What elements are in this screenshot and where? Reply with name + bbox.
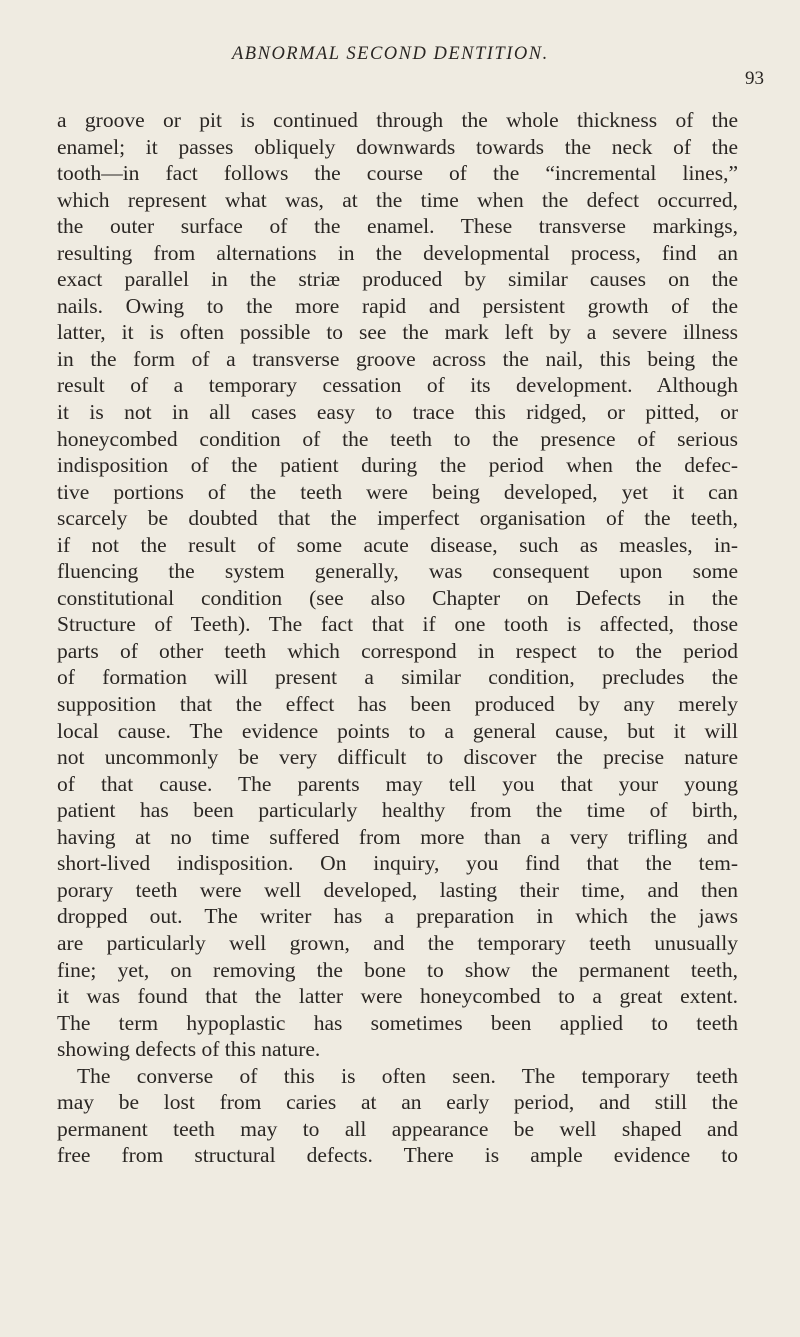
text-line: short-lived indisposition. On inquiry, you find that the tem-: [57, 851, 738, 876]
text-line: porary teeth were well developed, lasting their time, and then: [57, 877, 738, 902]
text-line: not uncommonly be very difficult to discover the precise nature: [57, 745, 738, 770]
text-line: The term hypoplastic has sometimes been applied to teeth: [57, 1010, 738, 1035]
text-line: enamel; it passes obliquely downwards towards the neck of the: [57, 134, 738, 159]
text-line: fine; yet, on removing the bone to show the permanent teeth,: [57, 957, 738, 982]
text-line: tooth—in fact follows the course of the “incremental lines,”: [57, 161, 738, 186]
text-line: may be lost from caries at an early period, and still the: [57, 1090, 738, 1115]
text-line: if not the result of some acute disease, such as measles, in-: [57, 532, 738, 557]
page-number: 93: [745, 68, 764, 89]
text-line: latter, it is often possible to see the mark left by a severe illness: [57, 320, 738, 345]
text-line: scarcely be doubted that the imperfect organisation of the teeth,: [57, 506, 738, 531]
text-line: fluencing the system generally, was consequent upon some: [57, 559, 738, 584]
running-header: ABNORMAL SECOND DENTITION.: [232, 44, 549, 64]
text-line: having at no time suffered from more than a very trifling and: [57, 824, 738, 849]
text-line: constitutional condition (see also Chapter on Defects in the: [57, 585, 738, 610]
text-line: local cause. The evidence points to a general cause, but it will: [57, 718, 738, 743]
text-line: it is not in all cases easy to trace this ridged, or pitted, or: [57, 400, 738, 425]
text-line: honeycombed condition of the teeth to the presence of serious: [57, 426, 738, 451]
text-line: parts of other teeth which correspond in respect to the period: [57, 638, 738, 663]
text-line: result of a temporary cessation of its development. Although: [57, 373, 738, 398]
text-line: dropped out. The writer has a preparation in which the jaws: [57, 904, 738, 929]
text-line: are particularly well grown, and the temporary teeth unusually: [57, 930, 738, 955]
text-line: which represent what was, at the time when the defect occurred,: [57, 187, 738, 212]
text-line: indisposition of the patient during the period when the defec-: [57, 453, 738, 478]
text-line: exact parallel in the striæ produced by similar causes on the: [57, 267, 738, 292]
text-line: nails. Owing to the more rapid and persistent growth of the: [57, 293, 738, 318]
text-line: showing defects of this nature.: [57, 1037, 321, 1062]
text-line: resulting from alternations in the developmental process, find an: [57, 240, 738, 265]
text-line: a groove or pit is continued through the whole thickness of the: [57, 108, 738, 132]
text-line: permanent teeth may to all appearance be well shaped and: [57, 1116, 738, 1141]
body-text: [57, 107, 738, 1169]
text-line: in the form of a transverse groove across the nail, this being the: [57, 346, 738, 371]
text-line: it was found that the latter were honeycombed to a great extent.: [57, 984, 738, 1009]
text-line: tive portions of the teeth were being developed, yet it can: [57, 479, 738, 504]
text-line: of formation will present a similar condition, precludes the: [57, 665, 738, 690]
text-line: patient has been particularly healthy from the time of birth,: [57, 798, 738, 823]
text-line: of that cause. The parents may tell you that your young: [57, 771, 738, 796]
text-line: supposition that the effect has been produced by any merely: [57, 692, 738, 717]
text-line: The converse of this is often seen. The temporary teeth: [77, 1063, 738, 1088]
text-line: Structure of Teeth). The fact that if one tooth is affected, those: [57, 612, 738, 637]
text-line: free from structural defects. There is ample evidence to: [57, 1143, 738, 1168]
text-line: the outer surface of the enamel. These transverse markings,: [57, 214, 738, 239]
